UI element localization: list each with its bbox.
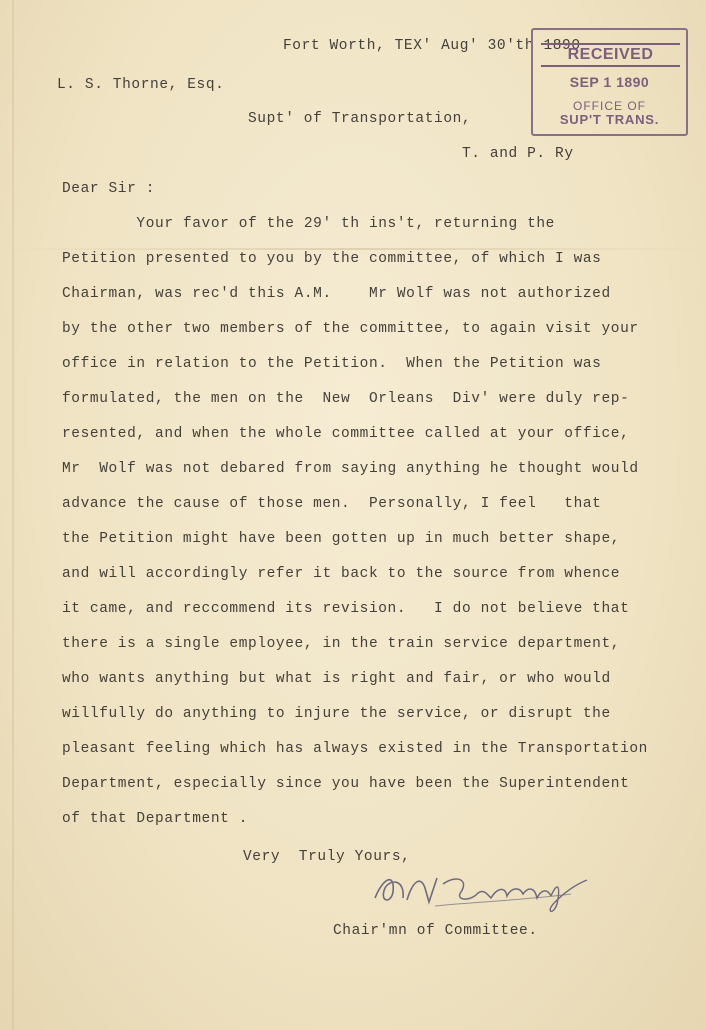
paper-fold-horizontal (0, 248, 706, 250)
received-stamp (531, 28, 688, 136)
addressee-title: Supt' of Transportation, (248, 111, 472, 127)
company-name: T. and P. Ry (462, 146, 574, 162)
handwritten-signature (365, 858, 595, 918)
body-line: pleasant feeling which has always existed in the Transportation (62, 741, 648, 757)
body-line: and will accordingly refer it back to the source from whence (62, 566, 621, 582)
body-line: Chairman, was rec'd this A.M. Mr Wolf was not authorized (62, 286, 611, 302)
body-line: resented, and when the whole committee called at your office, (62, 426, 630, 442)
body-line: by the other two members of the committee, to again visit your (62, 321, 639, 337)
body-line: formulated, the men on the New Orleans Div' were duly rep- (62, 391, 630, 407)
closing: Very Truly Yours, (243, 849, 411, 865)
salutation: Dear Sir : (62, 181, 156, 197)
body-line: Department, especially since you have been the Superintendent (62, 776, 630, 792)
signature-title: Chair'mn of Committee. (333, 923, 538, 939)
body-line: Mr Wolf was not debared from saying anything he thought would (62, 461, 639, 477)
place-date: Fort Worth, TEX' Aug' 30'th 1890 (283, 38, 581, 54)
body-line: office in relation to the Petition. When the Petition was (62, 356, 602, 372)
paper-fold-vertical (12, 0, 14, 1030)
stamp-dept-line: SUP'T TRANS. (559, 112, 660, 127)
body-line: it came, and reccommend its revision. I do not believe that (62, 601, 630, 617)
body-line: who wants anything but what is right and fair, or who would (62, 671, 611, 687)
addressee-name: L. S. Thorne, Esq. (57, 77, 225, 93)
body-line: Petition presented to you by the committee, of which I was (62, 251, 602, 267)
body-line: of that Department . (62, 811, 249, 827)
stamp-office-line: OFFICE OF (573, 99, 646, 113)
body-line: advance the cause of those men. Personally, I feel that (62, 496, 602, 512)
body-line: the Petition might have been gotten up in much better shape, (62, 531, 621, 547)
stamp-received-label: RECEIVED (541, 43, 680, 67)
stamp-date: SEP 1 1890 (569, 74, 650, 90)
body-line: there is a single employee, in the train service department, (62, 636, 621, 652)
body-line: Your favor of the 29' th ins't, returning the (62, 216, 555, 232)
body-line: willfully do anything to injure the service, or disrupt the (62, 706, 611, 722)
